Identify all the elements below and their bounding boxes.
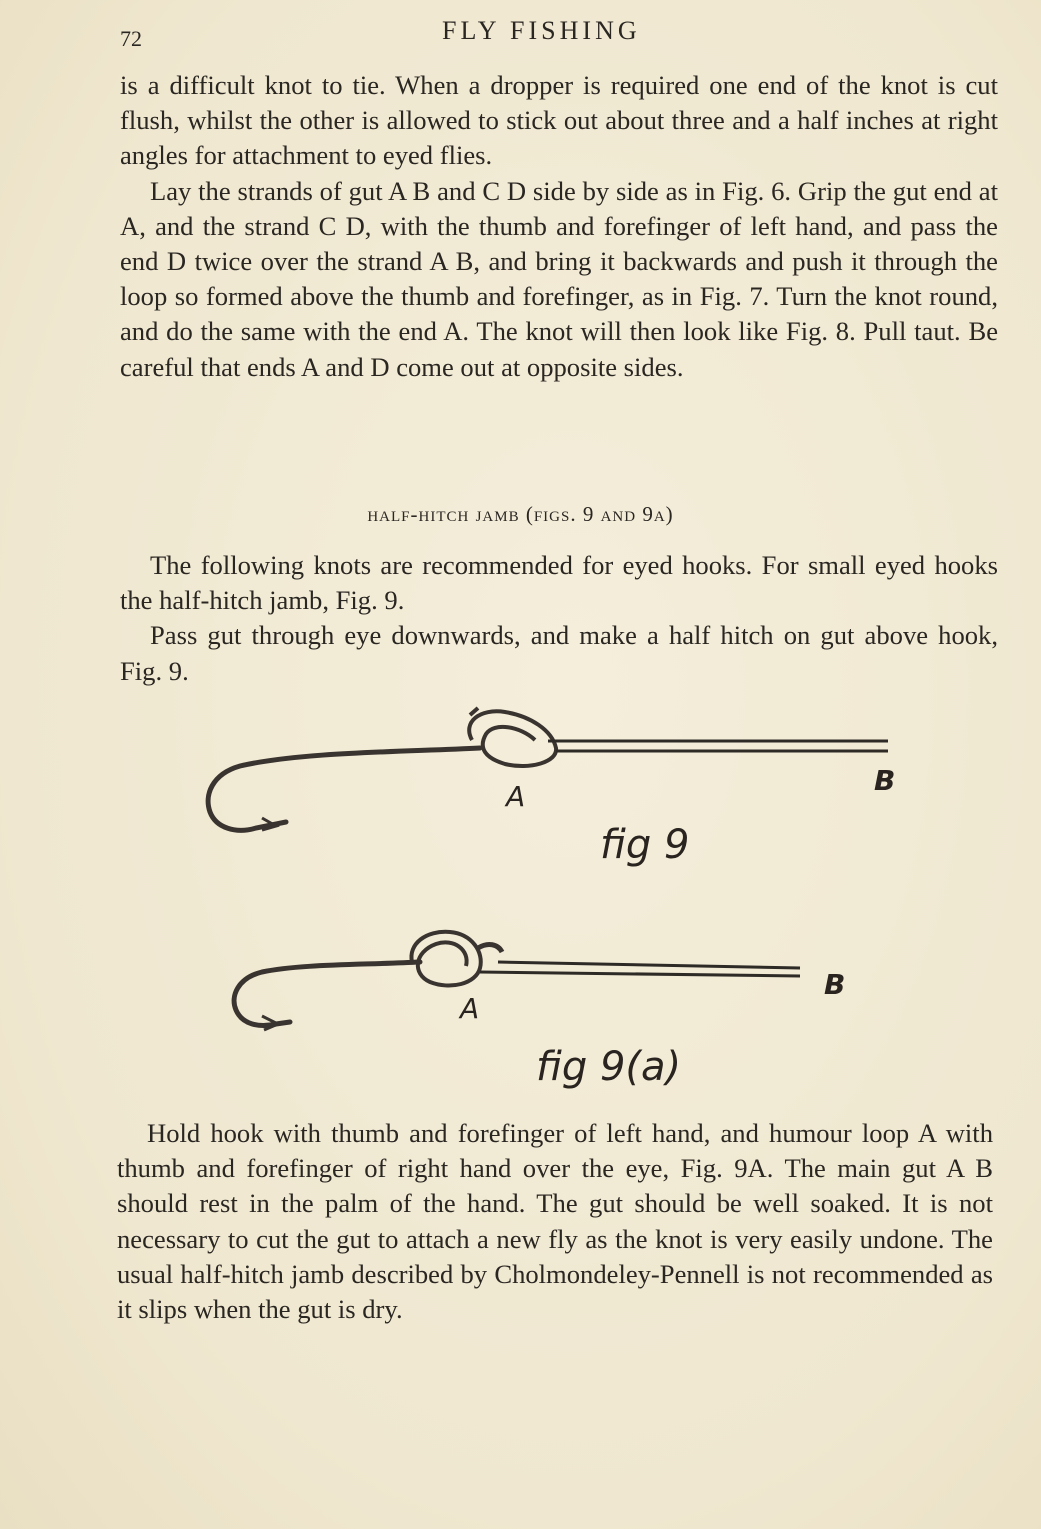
paragraph-pass-gut: Pass gut through eye downwards, and make a half hitch on gut above hook, Fig. 9. — [120, 620, 998, 686]
fig9a-caption: fig 9(a) — [536, 1044, 682, 1090]
knot-illustrations — [0, 690, 1041, 1110]
section-heading: half-hitch jamb (figs. 9 and 9a) — [367, 502, 674, 526]
page-number: 72 — [120, 26, 142, 51]
fig9-caption: fig 9 — [600, 822, 690, 868]
fig9a-label-a: A — [460, 992, 480, 1025]
top-text-block — [120, 68, 998, 385]
fig9a-drawing — [234, 932, 845, 1090]
fig9a-hook-icon — [234, 962, 420, 1025]
fig9-drawing — [208, 708, 895, 868]
paragraph-recommendation: The following knots are recommended for eyed hooks. For small eyed hooks the half-hitch jamb, Fig. 9. — [120, 550, 998, 616]
paragraph-knot-instructions: Lay the strands of gut A B and C D side by side as in Fig. 6. Grip the gut end at A, and the strand C D, with the thumb and forefinger of left hand, and pass the end D twice over the strand A B, and bring it backwards and push it through the loop so formed above the thumb and forefinger, as in Fig. 7. Turn the knot round, and do the same with the end A. The knot will then look like Fig. 8. Pull taut. Be careful that ends A and D come out at opposite sides. — [120, 175, 998, 382]
fig9a-knot-icon — [411, 932, 480, 986]
fig9-label-a: A — [506, 780, 526, 813]
paragraph-hold-hook: Hold hook with thumb and forefinger of left hand, and humour loop A with thumb and forefinger of right hand over the eye, Fig. 9A. The main gut A B should rest in the palm of the hand. The gut should be well soaked. It is not necessary to cut the gut to attach a new fly as the knot is very easily undone. The usual half-hitch jamb described by Cholmondeley-Pennell is not recommended as it slips when the gut is dry. — [117, 1118, 993, 1325]
paragraph-continuation: is a difficult knot to tie. When a dropper is required one end of the knot is cut flush, whilst the other is allowed to stick out about three and a half inches at right angles for attachment to eyed flies. — [120, 70, 998, 171]
fig9-label-b: B — [874, 764, 896, 797]
fig9-knot-icon — [469, 711, 556, 766]
bottom-text-block — [117, 1116, 993, 1327]
running-head — [120, 14, 1000, 54]
fig9a-gut-line-upper — [498, 962, 800, 968]
fig9a-label-b: B — [824, 968, 846, 1001]
book-title: FLY FISHING — [442, 16, 641, 45]
middle-text-block — [120, 548, 998, 689]
fig9a-gut-line-lower — [480, 972, 800, 976]
fig9-hook-icon — [208, 748, 480, 830]
